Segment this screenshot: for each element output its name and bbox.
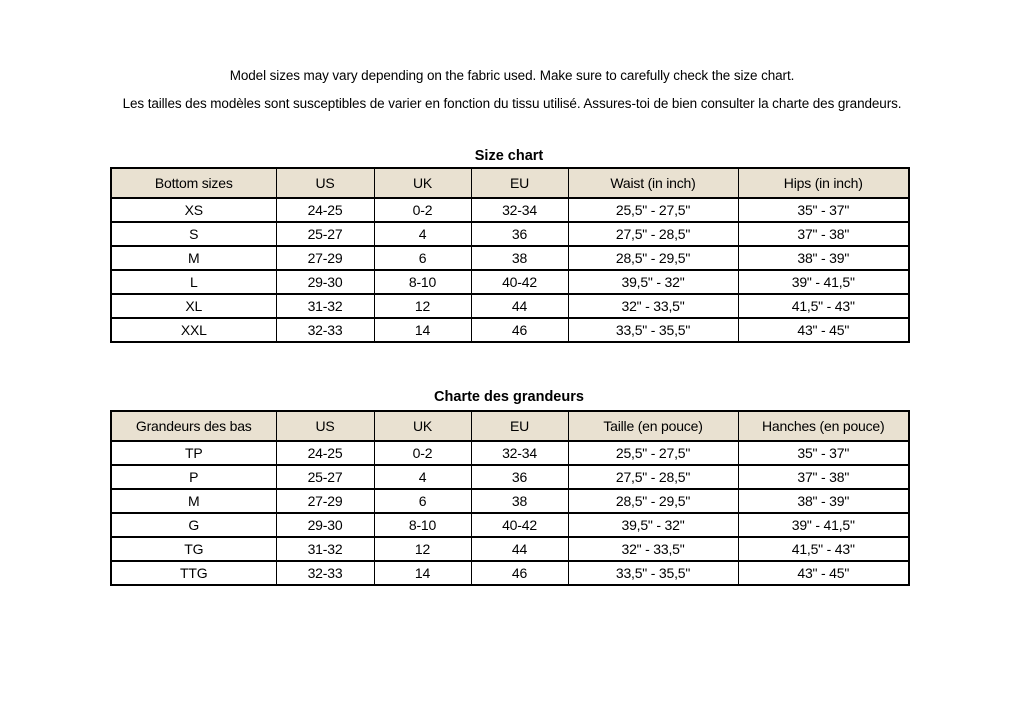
size-chart-table-en <box>110 167 910 343</box>
table-cell: L <box>111 270 276 294</box>
table-cell: 4 <box>374 222 471 246</box>
table-cell: 32-34 <box>471 198 568 222</box>
table-cell: 6 <box>374 489 471 513</box>
table-cell: 25-27 <box>276 465 374 489</box>
table-cell: 36 <box>471 465 568 489</box>
table-cell: 6 <box>374 246 471 270</box>
table-row <box>111 561 909 585</box>
table-cell: 12 <box>374 294 471 318</box>
table-cell: TTG <box>111 561 276 585</box>
table-cell: 33,5" - 35,5" <box>568 561 738 585</box>
table-cell: 38 <box>471 246 568 270</box>
table-cell: 38" - 39" <box>738 246 909 270</box>
table-cell: 29-30 <box>276 270 374 294</box>
table-row <box>111 513 909 537</box>
table-cell: 37" - 38" <box>738 465 909 489</box>
table-cell: 33,5" - 35,5" <box>568 318 738 342</box>
column-header: Hanches (en pouce) <box>738 411 909 441</box>
table-row <box>111 465 909 489</box>
table-row <box>111 489 909 513</box>
table-cell: 8-10 <box>374 513 471 537</box>
table-cell: 39,5" - 32" <box>568 270 738 294</box>
column-header: Grandeurs des bas <box>111 411 276 441</box>
table-cell: 32-34 <box>471 441 568 465</box>
table-cell: 38 <box>471 489 568 513</box>
table-cell: 32" - 33,5" <box>568 294 738 318</box>
header-row <box>111 168 909 198</box>
table-cell: 14 <box>374 318 471 342</box>
column-header: US <box>276 411 374 441</box>
table-cell: 41,5" - 43" <box>738 294 909 318</box>
table-cell: 32" - 33,5" <box>568 537 738 561</box>
table-cell: 31-32 <box>276 294 374 318</box>
table-cell: 35" - 37" <box>738 198 909 222</box>
table-cell: 44 <box>471 537 568 561</box>
table-cell: 4 <box>374 465 471 489</box>
table-cell: TP <box>111 441 276 465</box>
table-cell: 40-42 <box>471 270 568 294</box>
table-cell: M <box>111 489 276 513</box>
table-cell: 39" - 41,5" <box>738 270 909 294</box>
table-cell: XL <box>111 294 276 318</box>
table-row <box>111 222 909 246</box>
table-cell: 14 <box>374 561 471 585</box>
table-cell: 36 <box>471 222 568 246</box>
table-cell: 32-33 <box>276 561 374 585</box>
table-cell: 39,5" - 32" <box>568 513 738 537</box>
table-cell: 44 <box>471 294 568 318</box>
table-cell: 27,5" - 28,5" <box>568 465 738 489</box>
table-row <box>111 198 909 222</box>
table-cell: 25-27 <box>276 222 374 246</box>
table-cell: 46 <box>471 318 568 342</box>
size-chart-table-fr <box>110 410 910 586</box>
table-cell: 32-33 <box>276 318 374 342</box>
table-cell: 0-2 <box>374 441 471 465</box>
column-header: Bottom sizes <box>111 168 276 198</box>
column-header: Taille (en pouce) <box>568 411 738 441</box>
intro-text-en: Model sizes may vary depending on the fabric used. Make sure to carefully check the size chart. <box>229 68 795 83</box>
table-cell: 43" - 45" <box>738 561 909 585</box>
table-cell: 41,5" - 43" <box>738 537 909 561</box>
table-row <box>111 246 909 270</box>
table-cell: 25,5" - 27,5" <box>568 198 738 222</box>
table-cell: P <box>111 465 276 489</box>
table-cell: XS <box>111 198 276 222</box>
table-cell: 12 <box>374 537 471 561</box>
column-header: Hips (in inch) <box>738 168 909 198</box>
column-header: EU <box>471 168 568 198</box>
header-row <box>111 411 909 441</box>
table-cell: 25,5" - 27,5" <box>568 441 738 465</box>
table-cell: 0-2 <box>374 198 471 222</box>
column-header: UK <box>374 168 471 198</box>
table-row <box>111 270 909 294</box>
column-header: UK <box>374 411 471 441</box>
table-cell: 43" - 45" <box>738 318 909 342</box>
table-cell: 35" - 37" <box>738 441 909 465</box>
table-cell: G <box>111 513 276 537</box>
table-cell: 27-29 <box>276 246 374 270</box>
intro-text-fr: Les tailles des modèles sont susceptibles de varier en fonction du tissu utilisé. Assures-toi de bien consulter la charte des grandeurs. <box>122 96 902 111</box>
table-cell: 8-10 <box>374 270 471 294</box>
size-chart-title-en: Size chart <box>474 148 544 164</box>
table-cell: 29-30 <box>276 513 374 537</box>
table-cell: 24-25 <box>276 198 374 222</box>
table-row <box>111 318 909 342</box>
table-cell: 24-25 <box>276 441 374 465</box>
column-header: US <box>276 168 374 198</box>
table-cell: S <box>111 222 276 246</box>
column-header: EU <box>471 411 568 441</box>
table-cell: 27-29 <box>276 489 374 513</box>
table-cell: 27,5" - 28,5" <box>568 222 738 246</box>
size-chart-title-fr: Charte des grandeurs <box>434 389 584 405</box>
table-cell: 28,5" - 29,5" <box>568 489 738 513</box>
table-cell: 39" - 41,5" <box>738 513 909 537</box>
table-cell: 46 <box>471 561 568 585</box>
table-row <box>111 441 909 465</box>
table-row <box>111 537 909 561</box>
table-cell: 38" - 39" <box>738 489 909 513</box>
table-cell: 31-32 <box>276 537 374 561</box>
table-cell: 37" - 38" <box>738 222 909 246</box>
table-cell: M <box>111 246 276 270</box>
table-row <box>111 294 909 318</box>
table-cell: 40-42 <box>471 513 568 537</box>
table-cell: 28,5" - 29,5" <box>568 246 738 270</box>
column-header: Waist (in inch) <box>568 168 738 198</box>
table-cell: TG <box>111 537 276 561</box>
table-cell: XXL <box>111 318 276 342</box>
